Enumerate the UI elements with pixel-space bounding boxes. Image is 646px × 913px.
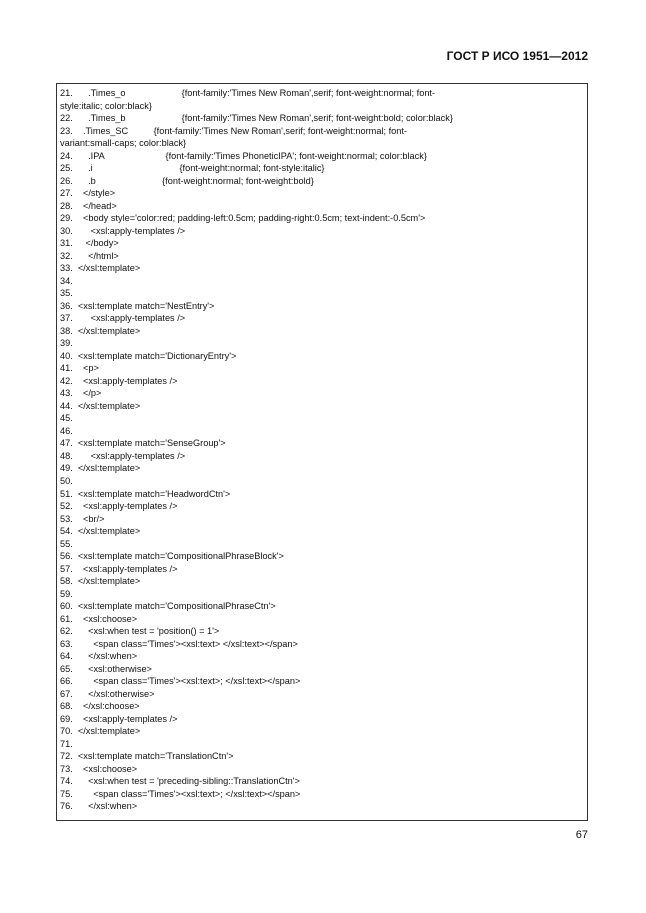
code-line: 25. .i {font-weight:normal; font-style:italic} xyxy=(60,163,325,174)
code-line: 24. .IPA {font-family:'Times PhoneticIPA'; font-weight:normal; color:black} xyxy=(60,150,427,161)
code-line: 21. .Times_o {font-family:'Times New Roman',serif; font-weight:normal; font- xyxy=(60,88,436,98)
page-number: 67 xyxy=(575,829,588,841)
code-line: 73. <xsl:choose> xyxy=(60,763,138,774)
code-line: 64. </xsl:when> xyxy=(60,651,138,662)
code-line: 60. <xsl:template match='CompositionalPhraseCtn'> xyxy=(60,601,276,612)
code-line: 76. </xsl:when> xyxy=(60,801,138,812)
code-line: 62. <xsl:when test = 'position() = 1'> xyxy=(60,626,220,637)
code-line: 66. <span class='Times'><xsl:text>; </xsl:text></span> xyxy=(60,676,301,687)
code-line: 65. <xsl:otherwise> xyxy=(60,663,152,674)
code-line: 69. <xsl:apply-templates /> xyxy=(60,713,178,724)
code-line: 46. xyxy=(60,425,73,436)
code-line: 72. <xsl:template match='TranslationCtn'> xyxy=(60,751,234,762)
code-line: 40. <xsl:template match='DictionaryEntry'> xyxy=(60,350,237,361)
code-line: 58. </xsl:template> xyxy=(60,576,141,587)
code-line: 50. xyxy=(60,475,73,486)
code-line: 48. <xsl:apply-templates /> xyxy=(60,450,186,461)
code-line: 28. </head> xyxy=(60,200,117,211)
code-line: 42. <xsl:apply-templates /> xyxy=(60,375,178,386)
code-line: 23. .Times_SC {font-family:'Times New Roman',serif; font-weight:normal; font- xyxy=(60,125,407,136)
code-line: 36. <xsl:template match='NestEntry'> xyxy=(60,300,215,311)
code-line: 70. </xsl:template> xyxy=(60,726,141,737)
code-line: 67. </xsl:otherwise> xyxy=(60,688,155,699)
code-line: 43. </p> xyxy=(60,388,102,399)
code-line: 32. </html> xyxy=(60,250,119,261)
code-line: 75. <span class='Times'><xsl:text>; </xsl:text></span> xyxy=(60,788,301,799)
code-line: 26. .b {font-weight:normal; font-weight:bold} xyxy=(60,175,314,186)
code-line: 39. xyxy=(60,338,73,349)
page-header-standard: ГОСТ Р ИСО 1951—2012 xyxy=(446,49,588,63)
code-line: 71. xyxy=(60,738,73,749)
code-line: 34. xyxy=(60,275,73,286)
code-line: 74. <xsl:when test = 'preceding-sibling::TranslationCtn'> xyxy=(60,776,300,787)
code-line: 55. xyxy=(60,538,73,549)
code-line: 49. </xsl:template> xyxy=(60,463,141,474)
code-line: 57. <xsl:apply-templates /> xyxy=(60,563,178,574)
code-line: 37. <xsl:apply-templates /> xyxy=(60,313,186,324)
code-line: 68. </xsl:choose> xyxy=(60,701,140,712)
code-line: variant:small-caps; color:black} xyxy=(60,138,187,149)
code-line: 27. </style> xyxy=(60,188,116,199)
code-line: 56. <xsl:template match='CompositionalPhraseBlock'> xyxy=(60,551,284,562)
code-line: 41. <p> xyxy=(60,363,99,374)
code-line: 33. </xsl:template> xyxy=(60,263,141,274)
code-line: 47. <xsl:template match='SenseGroup'> xyxy=(60,438,226,449)
code-line: 53. <br/> xyxy=(60,513,105,524)
code-listing-box xyxy=(56,83,588,821)
code-line: 30. <xsl:apply-templates /> xyxy=(60,225,186,236)
code-line: 54. </xsl:template> xyxy=(60,526,141,537)
code-line: 38. </xsl:template> xyxy=(60,325,141,336)
code-line: style:italic; color:black} xyxy=(60,100,152,111)
code-line: 31. </body> xyxy=(60,238,119,249)
code-line: 35. xyxy=(60,288,73,299)
code-line: 59. xyxy=(60,588,73,599)
code-line: 61. <xsl:choose> xyxy=(60,613,138,624)
code-line: 51. <xsl:template match='HeadwordCtn'> xyxy=(60,488,231,499)
code-line: 63. <span class='Times'><xsl:text> </xsl:text></span> xyxy=(60,638,298,649)
code-line: 29. <body style='color:red; padding-left:0.5cm; padding-right:0.5cm; text-indent:-0.5cm'> xyxy=(60,213,426,224)
code-line: 22. .Times_b {font-family:'Times New Roman',serif; font-weight:bold; color:black} xyxy=(60,113,453,124)
code-listing xyxy=(60,87,584,813)
code-line: 52. <xsl:apply-templates /> xyxy=(60,501,178,512)
code-line: 45. xyxy=(60,413,73,424)
code-line: 44. </xsl:template> xyxy=(60,400,141,411)
